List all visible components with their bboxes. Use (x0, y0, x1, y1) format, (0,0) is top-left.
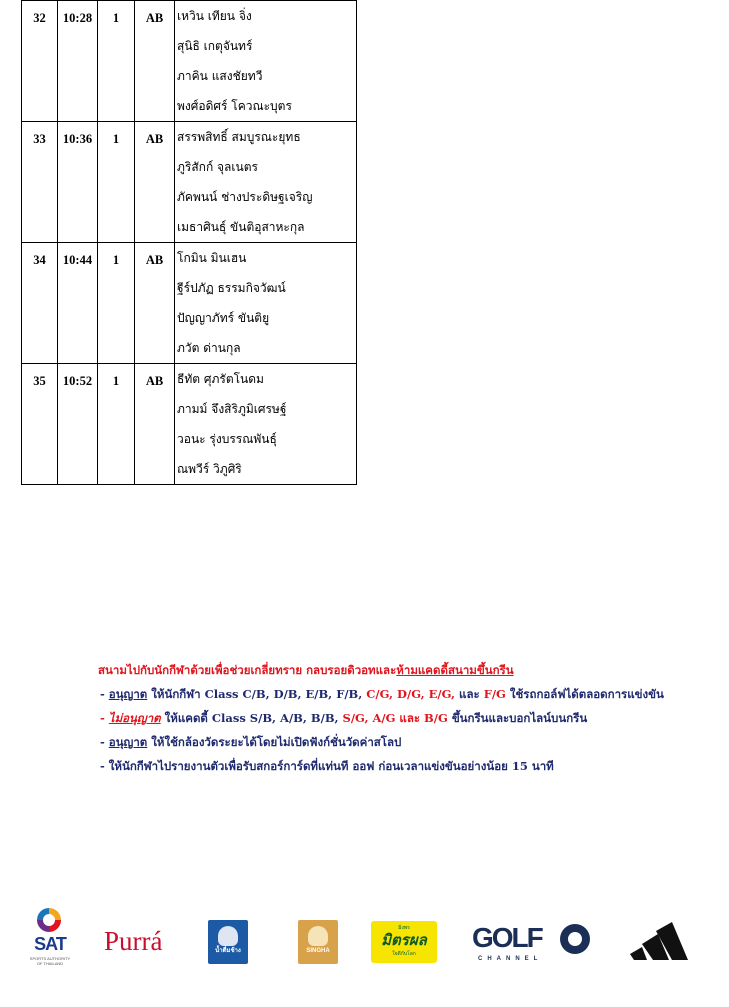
tee-number: 1 (98, 1, 135, 122)
rule-caddie-green: - ไม่อนุญาต ให้แคดดี้ Class S/B, A/B, B/B, S/G, A/G และ B/G ขึ้นกรีนและบอกไลน์บนกรีน (100, 711, 588, 725)
player-name: พงศ์อดิศร์ โควณะบุตร (177, 99, 292, 113)
rule-golf-cart: - อนุญาต ให้นักกีฬา Class C/B, D/B, E/B, F/B, C/G, D/G, E/G, และ F/G ใช้รถกอล์ฟได้ตลอดการแข่งขัน (100, 687, 664, 701)
group-row-33 (22, 122, 357, 243)
rules-section (98, 658, 718, 778)
group-row-34 (22, 243, 357, 364)
group-row-32 (22, 1, 357, 122)
tee-number: 1 (98, 243, 135, 364)
player-list (175, 1, 357, 122)
sat-ring-icon (37, 908, 61, 932)
player-name: ฐีร์ปภัฏ ธรรมกิจวัฒน์ (177, 281, 286, 295)
purra-logo: Purrá (104, 926, 163, 956)
tee-time: 10:52 (58, 364, 98, 485)
rule-report-tee-off: - ให้นักกีฬาไปรายงานตัวเพื่อรับสกอร์การ์ดที่แท่นที ออฟ ก่อนเวลาแข่งขันอย่างน้อย 15 นาที (100, 759, 554, 773)
rule-rangefinder: - อนุญาต ให้ใช้กล้องวัดระยะได้โดยไม่เปิดฟังก์ชั่นวัดค่าสโลป (100, 735, 402, 749)
sponsor-bar (0, 904, 729, 974)
tee-time: 10:36 (58, 122, 98, 243)
golf-channel-logo: GOLF CHANNEL (472, 922, 597, 966)
group-number: 35 (22, 364, 58, 485)
group-number: 32 (22, 1, 58, 122)
player-name: เมธาศินธุ์ ขันติอุสาหะกุล (177, 220, 305, 234)
rules-heading: สนามไปกับนักกีฬาด้วยเพื่อช่วยเกลี่ยทราย กลบรอยดิวอทและห้ามแคดดี้สนามขึ้นกรีน (98, 663, 514, 677)
player-name: ปัญญาภัทร์ ขันติยู (177, 311, 270, 325)
group-row-35 (22, 364, 357, 485)
tee-time: 10:44 (58, 243, 98, 364)
player-name: ธีทัต ศุภรัตโนดม (177, 372, 264, 386)
player-list (175, 364, 357, 485)
chang-water-logo: น้ำดื่มช้าง (208, 920, 248, 964)
group-number: 34 (22, 243, 58, 364)
tee-time: 10:28 (58, 1, 98, 122)
golf-channel-g-icon (560, 924, 590, 954)
draw-code: AB (135, 122, 175, 243)
draw-code: AB (135, 364, 175, 485)
lion-emblem-icon (308, 926, 328, 946)
draw-code: AB (135, 243, 175, 364)
singha-logo: SINGHA (298, 920, 338, 964)
player-name: ภูริสักก์ จุลเนตร (177, 160, 258, 174)
group-number: 33 (22, 122, 58, 243)
adidas-logo (628, 914, 690, 960)
player-name: ภามม์ จึงสิริภูมิเศรษฐ์ (177, 402, 287, 416)
player-name: สรรพสิทธิ์ สมบูรณะยุทธ (177, 130, 301, 144)
player-list (175, 122, 357, 243)
player-name: โกมิน มินเฮน (177, 251, 247, 265)
player-name: ภัคพนน์ ช่างประดิษฐเจริญ (177, 190, 313, 204)
tee-number: 1 (98, 364, 135, 485)
tee-time-table (21, 0, 357, 485)
player-name: ณพวีร์ วิภูศิริ (177, 462, 242, 476)
player-list (175, 243, 357, 364)
tee-number: 1 (98, 122, 135, 243)
player-name: ภวัต ด่านกุล (177, 341, 241, 355)
adidas-stripes-icon (628, 914, 690, 960)
player-name: สุนิธิ เกตุจันทร์ (177, 39, 253, 53)
player-name: ภาคิน แสงชัยทวี (177, 69, 263, 83)
player-name: เหวิน เทียน จิ่ง (177, 9, 252, 23)
elephant-emblem-icon (218, 926, 238, 946)
sat-logo: SAT SPORTS AUTHORITY OF THAILAND (28, 908, 72, 966)
mitrphol-logo: มิ่งพร มิตรผล ใจดีกับโลก (371, 921, 437, 963)
draw-code: AB (135, 1, 175, 122)
player-name: วอนะ รุ่งบรรณพันธุ์ (177, 432, 277, 446)
